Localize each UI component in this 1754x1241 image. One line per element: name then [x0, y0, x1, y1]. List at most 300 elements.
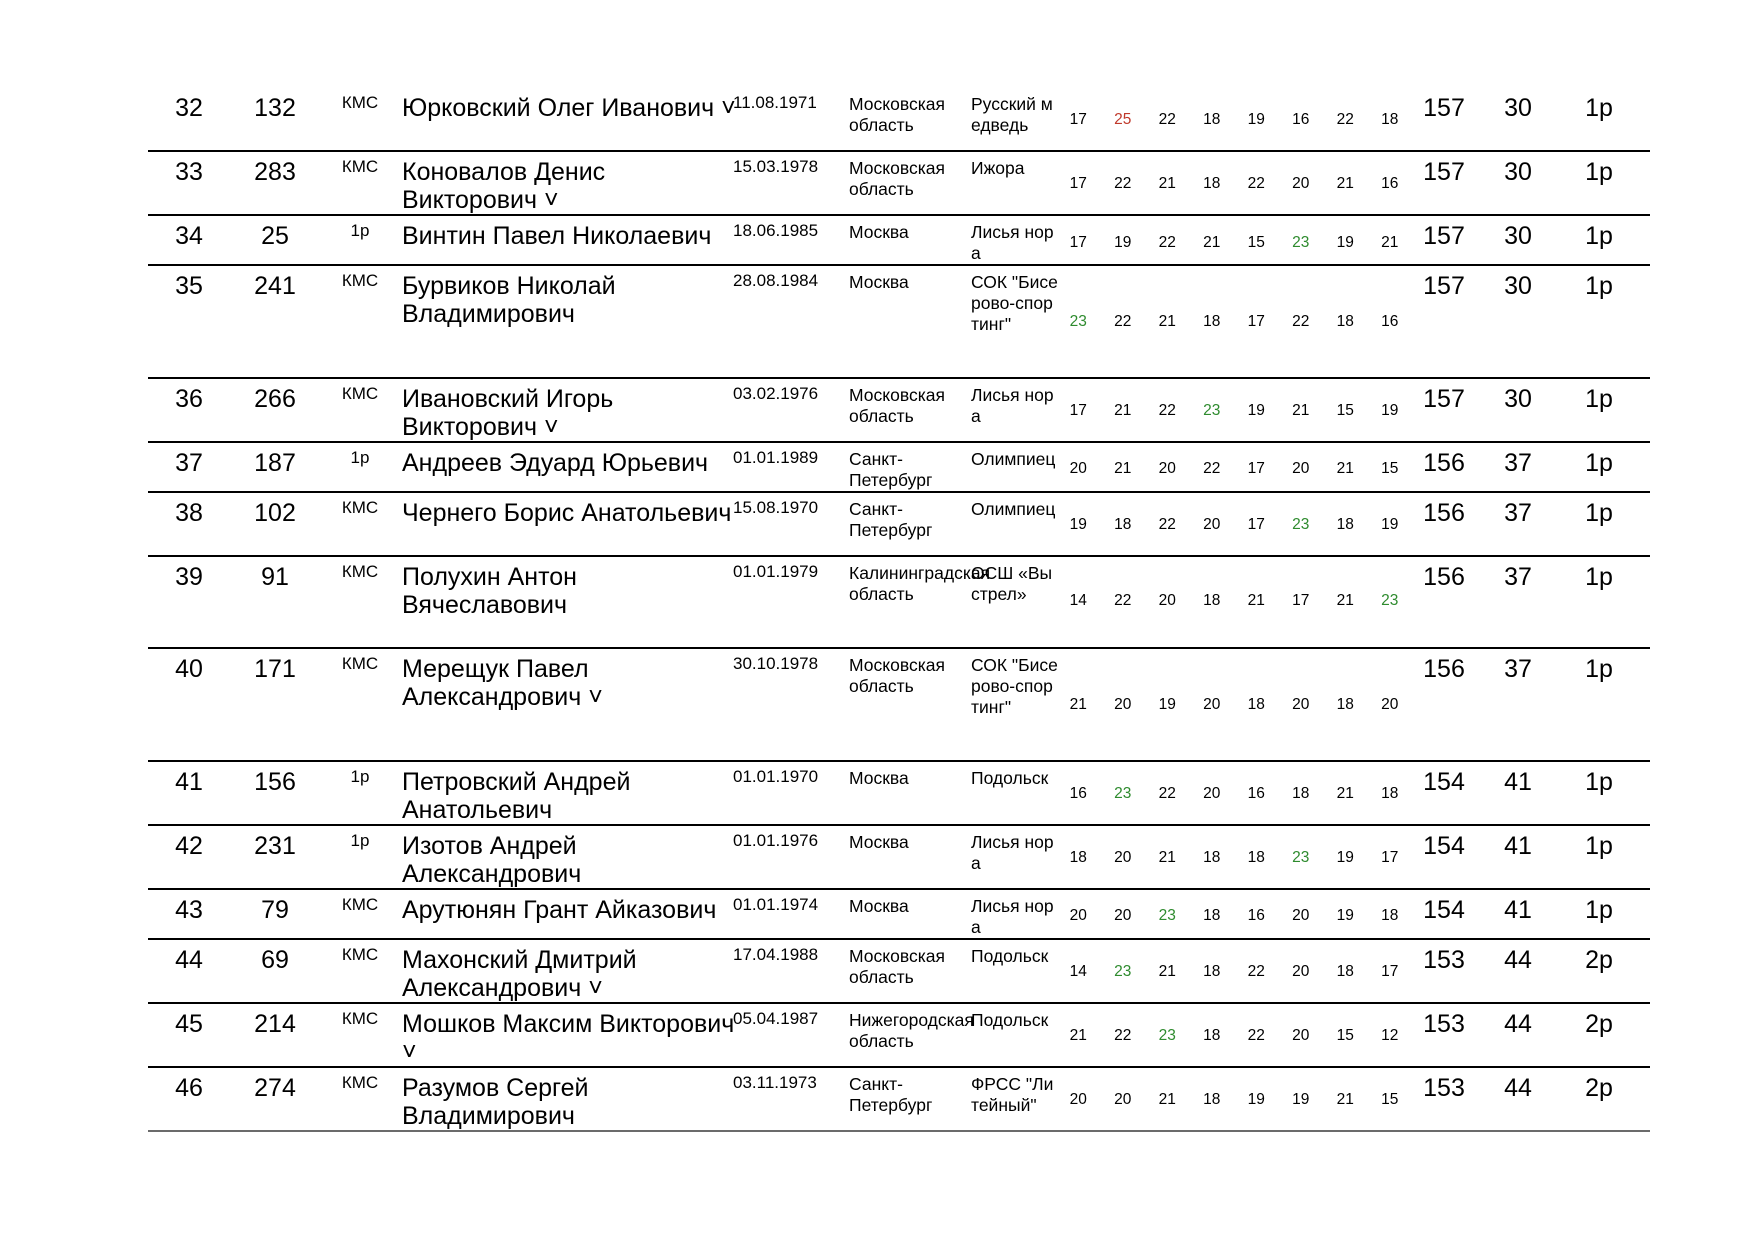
position-cell: 44: [1504, 1074, 1532, 1102]
series-scores: [1056, 111, 1412, 129]
position-cell: 30: [1504, 222, 1532, 250]
series-score: 22: [1158, 785, 1176, 802]
series-score: 20: [1292, 963, 1310, 980]
club-cell: Олимпиец: [971, 449, 1056, 469]
series-score: 20: [1114, 696, 1132, 713]
place-cell: 46: [175, 1074, 203, 1102]
series-score: 16: [1381, 313, 1399, 330]
rank-cell: КМС: [341, 895, 379, 914]
series-score: 23: [1114, 963, 1132, 980]
series-score: 23: [1158, 1027, 1176, 1044]
region-cell: Москва: [849, 768, 909, 788]
region-cell: Москва: [849, 832, 909, 852]
series-score: 22: [1158, 234, 1176, 251]
series-score: 18: [1247, 849, 1265, 866]
rank-cell: 1р: [350, 767, 370, 786]
series-score: 21: [1158, 849, 1176, 866]
series-score: 18: [1203, 963, 1221, 980]
table-row: [148, 379, 1650, 443]
region-cell: Московская область: [849, 94, 945, 135]
position-cell: 41: [1504, 896, 1532, 924]
region-cell: Московская область: [849, 655, 945, 696]
series-score: 16: [1247, 785, 1265, 802]
series-score: 20: [1114, 907, 1132, 924]
category-cell: 1р: [1585, 768, 1613, 796]
series-score: 22: [1158, 516, 1176, 533]
series-score: 20: [1158, 460, 1176, 477]
series-score: 23: [1114, 785, 1132, 802]
region-cell: Московская область: [849, 946, 945, 987]
series-score: 21: [1158, 175, 1176, 192]
series-score: 18: [1336, 696, 1354, 713]
club-cell: Подольск: [971, 1010, 1049, 1030]
series-score: 15: [1247, 234, 1265, 251]
position-cell: 30: [1504, 94, 1532, 122]
series-score: 21: [1336, 592, 1354, 609]
region-cell: Москва: [849, 896, 909, 916]
bib-number-cell: 231: [254, 832, 296, 860]
series-score: 22: [1247, 963, 1265, 980]
category-cell: 1р: [1585, 896, 1613, 924]
club-cell: Лисья нора: [971, 222, 1054, 263]
birth-date-cell: 15.03.1978: [733, 157, 819, 176]
category-cell: 1р: [1585, 832, 1613, 860]
series-score: 14: [1069, 963, 1087, 980]
birth-date-cell: 11.08.1971: [733, 93, 817, 112]
position-cell: 37: [1504, 655, 1532, 683]
series-score: 23: [1203, 402, 1221, 419]
place-cell: 38: [175, 499, 203, 527]
birth-date-cell: 05.04.1987: [733, 1009, 819, 1028]
bib-number-cell: 171: [254, 655, 296, 683]
total-score-cell: 154: [1423, 896, 1465, 924]
club-cell: СОК "Бисерово-спортинг": [971, 272, 1058, 334]
place-cell: 40: [175, 655, 203, 683]
place-cell: 43: [175, 896, 203, 924]
table-row: [148, 762, 1650, 826]
series-score: 18: [1381, 111, 1399, 128]
series-score: 22: [1114, 1027, 1132, 1044]
rank-cell: КМС: [341, 157, 379, 176]
category-cell: 1р: [1585, 158, 1613, 186]
series-score: 21: [1069, 1027, 1087, 1044]
series-score: 21: [1292, 402, 1310, 419]
series-score: 15: [1336, 1027, 1354, 1044]
total-score-cell: 154: [1423, 768, 1465, 796]
place-cell: 35: [175, 272, 203, 300]
series-scores: [1056, 460, 1412, 478]
bib-number-cell: 91: [261, 563, 289, 591]
series-score: 20: [1158, 592, 1176, 609]
series-score: 20: [1069, 1091, 1087, 1108]
place-cell: 33: [175, 158, 203, 186]
birth-date-cell: 01.01.1974: [733, 895, 819, 914]
total-score-cell: 156: [1423, 655, 1465, 683]
table-row: [148, 443, 1650, 493]
table-row: [148, 940, 1650, 1004]
series-score: 18: [1292, 785, 1310, 802]
series-score: 23: [1292, 516, 1310, 533]
table-row: [148, 493, 1650, 557]
series-score: 20: [1381, 696, 1399, 713]
series-score: 23: [1381, 592, 1399, 609]
results-table: [148, 88, 1650, 1132]
region-cell: Москва: [849, 272, 909, 292]
place-cell: 39: [175, 563, 203, 591]
series-score: 19: [1247, 1091, 1265, 1108]
total-score-cell: 156: [1423, 449, 1465, 477]
series-score: 15: [1336, 402, 1354, 419]
table-row: [148, 826, 1650, 890]
series-score: 23: [1069, 313, 1087, 330]
table-row: [148, 890, 1650, 940]
series-score: 22: [1114, 313, 1132, 330]
place-cell: 32: [175, 94, 203, 122]
rank-cell: КМС: [341, 93, 379, 112]
series-score: 22: [1336, 111, 1354, 128]
table-row: [148, 266, 1650, 379]
birth-date-cell: 28.08.1984: [733, 271, 819, 290]
category-cell: 1р: [1585, 449, 1613, 477]
series-score: 21: [1203, 234, 1221, 251]
series-score: 15: [1381, 1091, 1399, 1108]
series-score: 21: [1247, 592, 1265, 609]
position-cell: 30: [1504, 158, 1532, 186]
series-score: 18: [1203, 313, 1221, 330]
series-score: 12: [1381, 1027, 1399, 1044]
table-row: [148, 1004, 1650, 1068]
series-score: 19: [1336, 849, 1354, 866]
total-score-cell: 157: [1423, 222, 1465, 250]
total-score-cell: 157: [1423, 385, 1465, 413]
category-cell: 1р: [1585, 272, 1613, 300]
birth-date-cell: 18.06.1985: [733, 221, 819, 240]
series-score: 17: [1292, 592, 1310, 609]
series-score: 18: [1247, 696, 1265, 713]
series-score: 19: [1158, 696, 1176, 713]
series-score: 20: [1069, 460, 1087, 477]
series-score: 22: [1247, 175, 1265, 192]
birth-date-cell: 01.01.1970: [733, 767, 819, 786]
athlete-name-cell: Полухин Антон Вячеславович: [402, 563, 577, 619]
series-score: 22: [1114, 175, 1132, 192]
series-score: 25: [1114, 111, 1132, 128]
birth-date-cell: 01.01.1979: [733, 562, 819, 581]
region-cell: Санкт-Петербург: [849, 449, 933, 490]
series-score: 23: [1158, 907, 1176, 924]
series-score: 23: [1292, 234, 1310, 251]
rank-cell: КМС: [341, 384, 379, 403]
total-score-cell: 153: [1423, 1010, 1465, 1038]
series-score: 21: [1158, 1091, 1176, 1108]
athlete-name-cell: Коновалов Денис Викторович ˅: [402, 158, 606, 214]
series-score: 21: [1069, 696, 1087, 713]
place-cell: 45: [175, 1010, 203, 1038]
position-cell: 44: [1504, 1010, 1532, 1038]
series-score: 18: [1203, 111, 1221, 128]
rank-cell: КМС: [341, 562, 379, 581]
series-score: 19: [1114, 234, 1132, 251]
rank-cell: КМС: [341, 498, 379, 517]
series-score: 18: [1203, 592, 1221, 609]
bib-number-cell: 132: [254, 94, 296, 122]
series-score: 18: [1203, 175, 1221, 192]
region-cell: Москва: [849, 222, 909, 242]
series-score: 20: [1292, 460, 1310, 477]
series-score: 19: [1247, 111, 1265, 128]
region-cell: Нижегородская область: [849, 1010, 974, 1051]
position-cell: 37: [1504, 449, 1532, 477]
athlete-name-cell: Бурвиков Николай Владимирович: [402, 272, 616, 328]
series-scores: [1056, 696, 1412, 714]
club-cell: Олимпиец: [971, 499, 1056, 519]
position-cell: 37: [1504, 499, 1532, 527]
series-score: 21: [1336, 175, 1354, 192]
series-score: 14: [1069, 592, 1087, 609]
rank-cell: КМС: [341, 945, 379, 964]
bib-number-cell: 187: [254, 449, 296, 477]
series-score: 16: [1381, 175, 1399, 192]
birth-date-cell: 15.08.1970: [733, 498, 819, 517]
series-scores: [1056, 592, 1412, 610]
series-scores: [1056, 1027, 1412, 1045]
bib-number-cell: 241: [254, 272, 296, 300]
club-cell: Ижора: [971, 158, 1025, 178]
series-score: 20: [1292, 1027, 1310, 1044]
position-cell: 37: [1504, 563, 1532, 591]
series-score: 22: [1247, 1027, 1265, 1044]
birth-date-cell: 30.10.1978: [733, 654, 819, 673]
club-cell: Подольск: [971, 946, 1049, 966]
series-score: 17: [1381, 849, 1399, 866]
table-row: [148, 557, 1650, 649]
bib-number-cell: 266: [254, 385, 296, 413]
rank-cell: 1р: [350, 831, 370, 850]
series-score: 20: [1292, 696, 1310, 713]
category-cell: 2р: [1585, 1074, 1613, 1102]
series-score: 18: [1381, 785, 1399, 802]
series-score: 18: [1203, 849, 1221, 866]
athlete-name-cell: Арутюнян Грант Айказович: [402, 896, 717, 924]
series-score: 16: [1069, 785, 1087, 802]
bib-number-cell: 25: [261, 222, 289, 250]
series-score: 20: [1203, 696, 1221, 713]
position-cell: 30: [1504, 272, 1532, 300]
rank-cell: 1р: [350, 448, 370, 467]
place-cell: 41: [175, 768, 203, 796]
series-score: 19: [1247, 402, 1265, 419]
table-row: [148, 649, 1650, 762]
series-scores: [1056, 516, 1412, 534]
birth-date-cell: 01.01.1989: [733, 448, 819, 467]
series-score: 22: [1292, 313, 1310, 330]
series-score: 21: [1336, 1091, 1354, 1108]
club-cell: ФРСС "Литейный": [971, 1074, 1054, 1115]
series-score: 21: [1336, 460, 1354, 477]
club-cell: Подольск: [971, 768, 1049, 788]
total-score-cell: 154: [1423, 832, 1465, 860]
club-cell: ОСШ «Выстрел»: [971, 563, 1053, 604]
rank-cell: 1р: [350, 221, 370, 240]
series-score: 18: [1336, 313, 1354, 330]
series-score: 16: [1292, 111, 1310, 128]
series-score: 22: [1158, 402, 1176, 419]
series-score: 17: [1247, 460, 1265, 477]
series-score: 20: [1114, 1091, 1132, 1108]
place-cell: 37: [175, 449, 203, 477]
series-score: 19: [1381, 516, 1399, 533]
series-score: 18: [1203, 1027, 1221, 1044]
series-scores: [1056, 234, 1412, 252]
series-score: 21: [1114, 402, 1132, 419]
region-cell: Московская область: [849, 158, 945, 199]
series-score: 21: [1114, 460, 1132, 477]
region-cell: Санкт-Петербург: [849, 499, 933, 540]
category-cell: 1р: [1585, 385, 1613, 413]
category-cell: 1р: [1585, 499, 1613, 527]
series-score: 19: [1292, 1091, 1310, 1108]
athlete-name-cell: Махонский Дмитрий Александрович ˅: [402, 946, 637, 1002]
birth-date-cell: 03.11.1973: [733, 1073, 817, 1092]
series-score: 20: [1292, 907, 1310, 924]
series-score: 15: [1381, 460, 1399, 477]
series-scores: [1056, 907, 1412, 925]
birth-date-cell: 01.01.1976: [733, 831, 819, 850]
series-score: 17: [1069, 111, 1087, 128]
series-score: 18: [1114, 516, 1132, 533]
position-cell: 41: [1504, 832, 1532, 860]
bib-number-cell: 156: [254, 768, 296, 796]
series-score: 19: [1381, 402, 1399, 419]
total-score-cell: 153: [1423, 946, 1465, 974]
table-row: [148, 216, 1650, 266]
birth-date-cell: 17.04.1988: [733, 945, 819, 964]
series-score: 22: [1114, 592, 1132, 609]
athlete-name-cell: Юрковский Олег Иванович ˅: [402, 94, 736, 122]
bib-number-cell: 214: [254, 1010, 296, 1038]
bib-number-cell: 283: [254, 158, 296, 186]
series-score: 21: [1336, 785, 1354, 802]
series-scores: [1056, 313, 1412, 331]
rank-cell: КМС: [341, 1073, 379, 1092]
series-score: 19: [1336, 907, 1354, 924]
series-score: 18: [1336, 516, 1354, 533]
club-cell: СОК "Бисерово-спортинг": [971, 655, 1058, 717]
bib-number-cell: 69: [261, 946, 289, 974]
category-cell: 1р: [1585, 563, 1613, 591]
series-score: 17: [1247, 516, 1265, 533]
total-score-cell: 156: [1423, 499, 1465, 527]
club-cell: Лисья нора: [971, 896, 1054, 937]
athlete-name-cell: Ивановский Игорь Викторович ˅: [402, 385, 614, 441]
series-score: 18: [1203, 1091, 1221, 1108]
position-cell: 44: [1504, 946, 1532, 974]
series-score: 20: [1292, 175, 1310, 192]
position-cell: 30: [1504, 385, 1532, 413]
total-score-cell: 153: [1423, 1074, 1465, 1102]
series-score: 18: [1203, 907, 1221, 924]
athlete-name-cell: Разумов Сергей Владимирович: [402, 1074, 589, 1130]
series-score: 18: [1069, 849, 1087, 866]
rank-cell: КМС: [341, 654, 379, 673]
rank-cell: КМС: [341, 1009, 379, 1028]
series-score: 18: [1381, 907, 1399, 924]
place-cell: 42: [175, 832, 203, 860]
athlete-name-cell: Винтин Павел Николаевич: [402, 222, 712, 250]
series-score: 19: [1069, 516, 1087, 533]
series-scores: [1056, 963, 1412, 981]
club-cell: Лисья нора: [971, 385, 1054, 426]
region-cell: Санкт-Петербург: [849, 1074, 933, 1115]
total-score-cell: 156: [1423, 563, 1465, 591]
category-cell: 2р: [1585, 1010, 1613, 1038]
table-row: [148, 152, 1650, 216]
series-scores: [1056, 175, 1412, 193]
place-cell: 34: [175, 222, 203, 250]
series-score: 22: [1158, 111, 1176, 128]
series-score: 23: [1292, 849, 1310, 866]
series-score: 20: [1203, 516, 1221, 533]
club-cell: Лисья нора: [971, 832, 1054, 873]
series-score: 17: [1069, 402, 1087, 419]
table-row: [148, 1068, 1650, 1132]
series-scores: [1056, 402, 1412, 420]
series-scores: [1056, 1091, 1412, 1109]
region-cell: Калининградская область: [849, 563, 991, 604]
rank-cell: КМС: [341, 271, 379, 290]
athlete-name-cell: Андреев Эдуард Юрьевич: [402, 449, 709, 477]
athlete-name-cell: Чернего Борис Анатольевич: [402, 499, 732, 527]
bib-number-cell: 102: [254, 499, 296, 527]
athlete-name-cell: Петровский Андрей Анатольевич: [402, 768, 631, 824]
category-cell: 1р: [1585, 94, 1613, 122]
bib-number-cell: 274: [254, 1074, 296, 1102]
series-score: 18: [1336, 963, 1354, 980]
birth-date-cell: 03.02.1976: [733, 384, 819, 403]
place-cell: 36: [175, 385, 203, 413]
series-score: 17: [1381, 963, 1399, 980]
total-score-cell: 157: [1423, 158, 1465, 186]
series-scores: [1056, 849, 1412, 867]
category-cell: 1р: [1585, 222, 1613, 250]
series-score: 21: [1158, 313, 1176, 330]
series-score: 20: [1114, 849, 1132, 866]
total-score-cell: 157: [1423, 94, 1465, 122]
series-score: 21: [1158, 963, 1176, 980]
series-score: 16: [1247, 907, 1265, 924]
series-score: 17: [1247, 313, 1265, 330]
series-score: 17: [1069, 234, 1087, 251]
series-scores: [1056, 785, 1412, 803]
table-row: [148, 88, 1650, 152]
total-score-cell: 157: [1423, 272, 1465, 300]
club-cell: Русский медведь: [971, 94, 1053, 135]
athlete-name-cell: Мерещук Павел Александрович ˅: [402, 655, 603, 711]
place-cell: 44: [175, 946, 203, 974]
series-score: 17: [1069, 175, 1087, 192]
bib-number-cell: 79: [261, 896, 289, 924]
athlete-name-cell: Мошков Максим Викторович ˅: [402, 1010, 735, 1066]
series-score: 22: [1203, 460, 1221, 477]
series-score: 19: [1336, 234, 1354, 251]
series-score: 20: [1203, 785, 1221, 802]
athlete-name-cell: Изотов Андрей Александрович: [402, 832, 582, 888]
category-cell: 2р: [1585, 946, 1613, 974]
series-score: 21: [1381, 234, 1399, 251]
series-score: 20: [1069, 907, 1087, 924]
region-cell: Московская область: [849, 385, 945, 426]
category-cell: 1р: [1585, 655, 1613, 683]
